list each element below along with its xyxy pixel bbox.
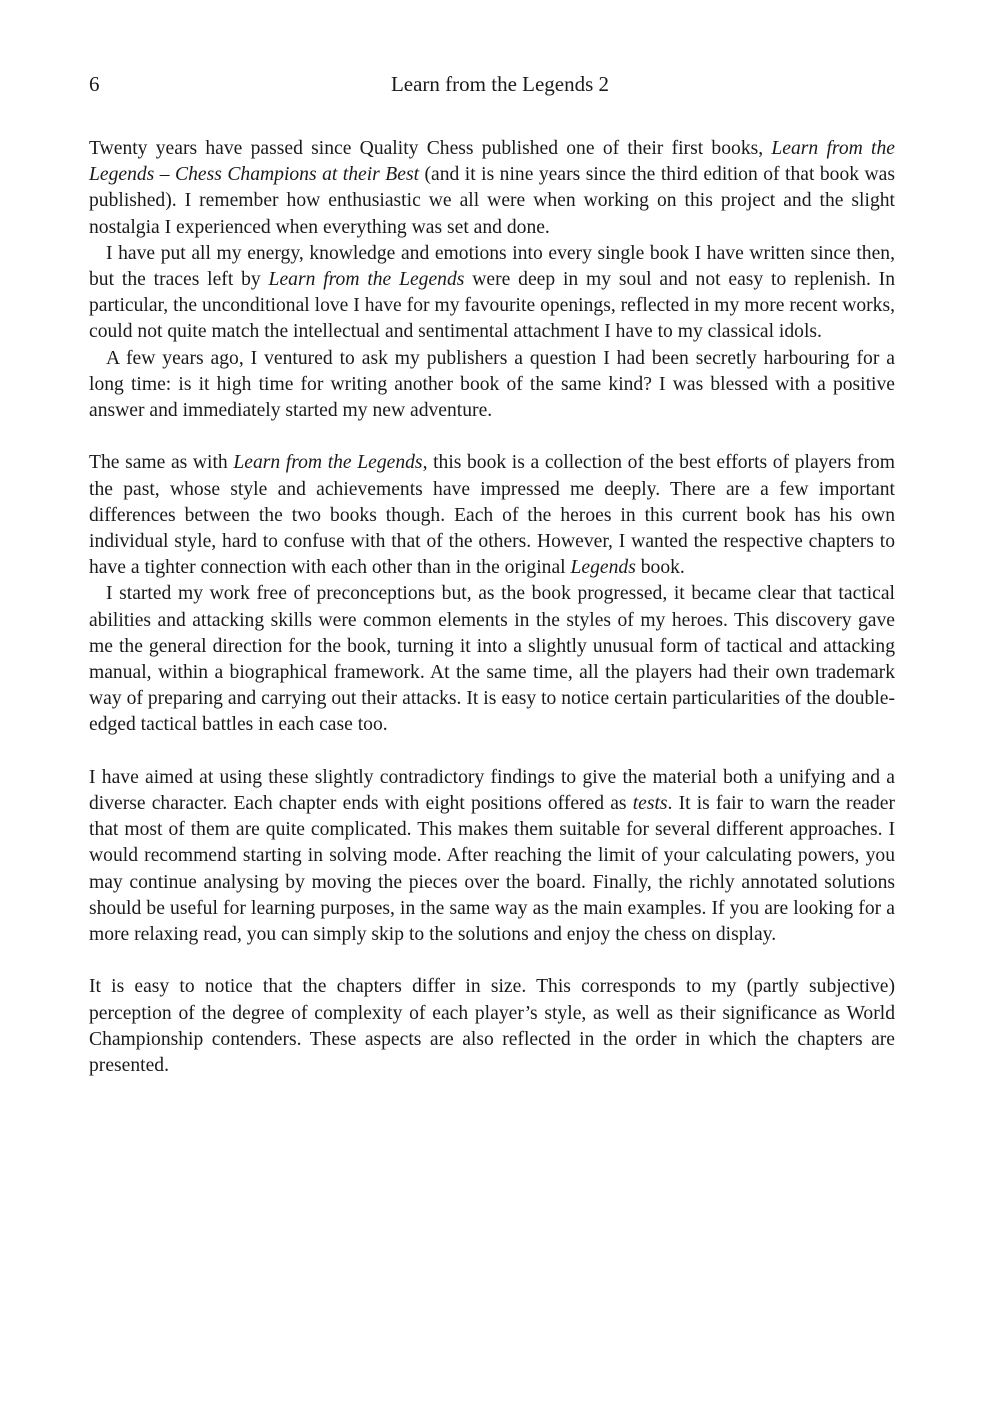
text-run: I have put all my energy, knowledge and emotions into every single book I have written since then, but the traces left by: [89, 242, 895, 291]
paragraph: [89, 241, 895, 346]
text-run: It is easy to notice that the chapters differ in size. This corresponds to my (partly subjective) perception of the degree of complexity of each player’s style, as well as their significance as World Championship contenders. These aspects are also reflected in the order in which the chapters are presented.: [89, 976, 895, 1077]
text-run: I have aimed at using these slightly contradictory findings to give the material both a unifying and a diverse character. Each chapter ends with eight positions offered as: [89, 766, 895, 815]
text-run: I started my work free of preconceptions but, as the book progressed, it became clear that tactical abilities and attacking skills were common elements in the styles of my heroes. This discovery gave me the general direction for the book, turning it into a slightly unusual form of tactical and attacking manual, within a biographical framework. At the same time, all the players had their own trademark way of preparing and carrying out their attacks. It is easy to notice certain particularities of the double-edged tactical battles in each case too.: [89, 583, 895, 736]
body-text: [89, 136, 895, 1079]
paragraph: [89, 765, 895, 948]
italic-text: Learn from the Legends – Chess Champions at their Best: [89, 138, 895, 186]
text-run: (and it is nine years since the third edition of that book was published). I remember how enthusiastic we all were when working on this project and the slight nostalgia I experienced when everything was set and done.: [89, 164, 895, 238]
italic-text: tests: [632, 793, 668, 815]
text-run: were deep in my soul and not easy to replenish. In particular, the unconditional love I have for my favourite openings, reflected in my more recent works, could not quite match the intellectual and sentimental attachment I have to my classical idols.: [89, 269, 896, 343]
paragraph: [89, 974, 895, 1079]
italic-text: Learn from the Legends: [233, 452, 423, 474]
italic-text: Legends: [570, 557, 636, 579]
paragraph: [89, 136, 895, 241]
running-title: Learn from the Legends 2: [390, 72, 610, 96]
text-run: . It is fair to warn the reader that most of them are quite complicated. This makes them suitable for several different approaches. I would recommend starting in solving mode. After reaching the limit of your calculating powers, you may continue analysing by moving the pieces over the board. Finally, the richly annotated solutions should be useful for learning purposes, in the same way as the main examples. If you are looking for a more relaxing read, you can simply skip to the solutions and enjoy the chess on display.: [89, 793, 895, 946]
paragraph: [89, 581, 895, 738]
page-number: 6: [89, 72, 100, 96]
paragraph: [89, 346, 895, 425]
text-run: A few years ago, I ventured to ask my publishers a question I had been secretly harbouring for a long time: is it high time for writing another book of the same kind? I was blessed with a positive answer and immediately started my new adventure.: [89, 347, 895, 422]
text-run: book.: [635, 557, 685, 579]
text-run: The same as with: [89, 452, 234, 474]
italic-text: Learn from the Legends: [268, 269, 465, 291]
text-run: Twenty years have passed since Quality Chess published one of their first books,: [89, 138, 772, 159]
text-run: , this book is a collection of the best efforts of players from the past, whose style and achievements have impressed me deeply. There are a few important differences between the two books though. Each of the heroes in this current book has his own individual style, hard to confuse with that of the others. However, I wanted the respective chapters to have a tighter connection with each other than in the original: [89, 452, 895, 579]
paragraph: [89, 450, 895, 581]
